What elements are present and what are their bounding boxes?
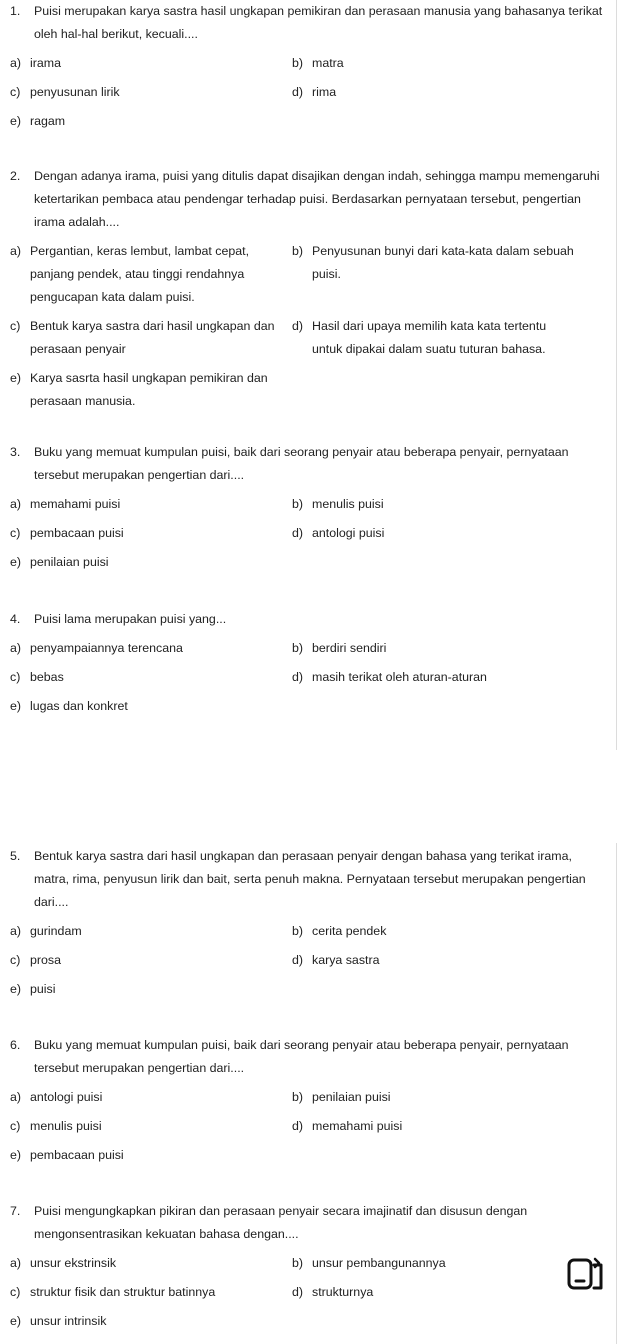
option-text: penyampaiannya terencana: [30, 641, 183, 655]
option-e[interactable]: [10, 551, 292, 574]
option-label: e): [10, 982, 22, 996]
options-list: [10, 52, 585, 133]
option-text: penilaian puisi: [312, 1090, 391, 1104]
option-text: penyusunan lirik: [30, 85, 120, 99]
question-number: 3.: [10, 445, 21, 459]
option-text: Karya sasrta hasil ungkapan pemikiran dan perasaan manusia.: [30, 371, 268, 408]
option-text: penilaian puisi: [30, 555, 109, 569]
option-label: c): [10, 1119, 21, 1133]
question-stem: [10, 1034, 610, 1080]
question-7: [10, 1200, 610, 1333]
question-text: Puisi lama merupakan puisi yang...: [34, 612, 227, 626]
option-d[interactable]: [292, 1281, 585, 1304]
option-label: c): [10, 1285, 21, 1299]
option-label: a): [10, 244, 22, 258]
option-label: c): [10, 526, 21, 540]
option-c[interactable]: [10, 81, 292, 104]
copy-icon[interactable]: [566, 1257, 606, 1291]
question-stem: [10, 0, 610, 46]
option-text: Pergantian, keras lembut, lambat cepat, panjang pendek, atau tinggi rendahnya pengucapan kata dalam puisi.: [30, 244, 250, 304]
option-b[interactable]: [292, 240, 585, 309]
option-label: d): [292, 953, 304, 967]
option-label: b): [292, 56, 304, 70]
option-text: Hasil dari upaya memilih kata kata tertentu untuk dipakai dalam suatu tuturan bahasa.: [312, 319, 547, 356]
option-d[interactable]: [292, 315, 585, 361]
option-a[interactable]: [10, 240, 292, 309]
option-text: unsur ekstrinsik: [30, 1256, 117, 1270]
question-2: [10, 165, 610, 413]
question-1: [10, 0, 610, 133]
option-label: b): [292, 641, 304, 655]
option-label: a): [10, 924, 22, 938]
option-label: e): [10, 371, 22, 385]
options-list: [10, 1252, 585, 1333]
option-label: e): [10, 1148, 22, 1162]
option-text: rima: [312, 85, 337, 99]
option-label: c): [10, 319, 21, 333]
question-stem: [10, 441, 610, 487]
question-number: 7.: [10, 1204, 21, 1218]
option-label: a): [10, 56, 22, 70]
option-a[interactable]: [10, 637, 292, 660]
option-label: e): [10, 114, 22, 128]
option-label: d): [292, 526, 304, 540]
option-text: ragam: [30, 114, 66, 128]
options-list: [10, 1086, 585, 1167]
option-c[interactable]: [10, 1115, 292, 1138]
option-a[interactable]: [10, 1086, 292, 1109]
option-label: c): [10, 953, 21, 967]
option-a[interactable]: [10, 1252, 292, 1275]
question-stem: [10, 845, 610, 914]
option-label: d): [292, 1119, 304, 1133]
option-text: memahami puisi: [312, 1119, 403, 1133]
option-label: e): [10, 555, 22, 569]
option-d[interactable]: [292, 522, 585, 545]
option-text: menulis puisi: [312, 497, 384, 511]
option-text: Penyusunan bunyi dari kata-kata dalam sebuah puisi.: [312, 244, 574, 281]
question-5: [10, 845, 610, 1001]
option-label: b): [292, 924, 304, 938]
question-number: 4.: [10, 612, 21, 626]
option-label: b): [292, 1090, 304, 1104]
option-b[interactable]: [292, 920, 585, 943]
option-e[interactable]: [10, 978, 292, 1001]
question-text: Dengan adanya irama, puisi yang ditulis dapat disajikan dengan indah, sehingga mampu memengaruhi ketertarikan pembaca atau pendengar terhadap puisi. Berdasarkan pernyataan tersebut, pengertian irama adalah....: [34, 169, 600, 229]
option-b[interactable]: [292, 1086, 585, 1109]
option-b[interactable]: [292, 1252, 585, 1275]
options-list: [10, 493, 585, 574]
options-list: [10, 920, 585, 1001]
option-e[interactable]: [10, 1310, 292, 1333]
option-d[interactable]: [292, 666, 585, 689]
option-label: b): [292, 244, 304, 258]
option-text: Bentuk karya sastra dari hasil ungkapan dan perasaan penyair: [30, 319, 275, 356]
option-text: prosa: [30, 953, 61, 967]
question-stem: [10, 1200, 610, 1246]
options-list: [10, 637, 585, 718]
option-a[interactable]: [10, 920, 292, 943]
option-text: irama: [30, 56, 61, 70]
option-label: a): [10, 1090, 22, 1104]
option-c[interactable]: [10, 666, 292, 689]
option-text: puisi: [30, 982, 56, 996]
option-text: menulis puisi: [30, 1119, 102, 1133]
option-c[interactable]: [10, 315, 292, 361]
option-text: pembacaan puisi: [30, 526, 124, 540]
option-c[interactable]: [10, 522, 292, 545]
option-label: d): [292, 670, 304, 684]
question-stem: [10, 165, 610, 234]
question-text: Bentuk karya sastra dari hasil ungkapan dan perasaan penyair dengan bahasa yang terikat irama, matra, rima, penyusun lirik dan bait, serta penuh makna. Pernyataan tersebut merupakan pengertian dari....: [34, 849, 586, 909]
option-label: c): [10, 85, 21, 99]
question-text: Puisi merupakan karya sastra hasil ungkapan pemikiran dan perasaan manusia yang bahasanya terikat oleh hal-hal berikut, kecuali....: [34, 4, 603, 41]
option-label: a): [10, 641, 22, 655]
option-a[interactable]: [10, 52, 292, 75]
option-d[interactable]: [292, 1115, 585, 1138]
option-label: a): [10, 1256, 22, 1270]
option-e[interactable]: [10, 367, 292, 413]
option-d[interactable]: [292, 81, 585, 104]
option-label: d): [292, 85, 304, 99]
option-text: cerita pendek: [312, 924, 387, 938]
question-text: Buku yang memuat kumpulan puisi, baik dari seorang penyair atau beberapa penyair, pernyataan tersebut merupakan pengertian dari....: [34, 1038, 569, 1075]
option-text: unsur intrinsik: [30, 1314, 107, 1328]
option-e[interactable]: [10, 1144, 292, 1167]
options-list: [10, 240, 585, 413]
option-a[interactable]: [10, 493, 292, 516]
option-text: antologi puisi: [30, 1090, 103, 1104]
option-text: matra: [312, 56, 344, 70]
option-text: pembacaan puisi: [30, 1148, 124, 1162]
option-text: unsur pembangunannya: [312, 1256, 446, 1270]
option-b[interactable]: [292, 52, 585, 75]
option-text: gurindam: [30, 924, 82, 938]
question-number: 5.: [10, 849, 21, 863]
option-label: d): [292, 319, 304, 333]
option-text: berdiri sendiri: [312, 641, 387, 655]
option-b[interactable]: [292, 637, 585, 660]
option-text: bebas: [30, 670, 64, 684]
option-label: d): [292, 1285, 304, 1299]
option-text: strukturnya: [312, 1285, 374, 1299]
option-label: b): [292, 1256, 304, 1270]
option-label: c): [10, 670, 21, 684]
question-number: 2.: [10, 169, 21, 183]
option-text: masih terikat oleh aturan-aturan: [312, 670, 487, 684]
option-label: b): [292, 497, 304, 511]
question-6: [10, 1034, 610, 1167]
option-c[interactable]: [10, 1281, 292, 1304]
option-b[interactable]: [292, 493, 585, 516]
question-number: 6.: [10, 1038, 21, 1052]
option-text: antologi puisi: [312, 526, 385, 540]
option-label: e): [10, 1314, 22, 1328]
option-text: memahami puisi: [30, 497, 121, 511]
option-text: struktur fisik dan struktur batinnya: [30, 1285, 216, 1299]
question-text: Buku yang memuat kumpulan puisi, baik dari seorang penyair atau beberapa penyair, pernyataan tersebut merupakan pengertian dari....: [34, 445, 569, 482]
copy-icon-svg: [566, 1257, 606, 1291]
question-3: [10, 441, 610, 574]
option-text: karya sastra: [312, 953, 380, 967]
option-e[interactable]: [10, 110, 292, 133]
option-c[interactable]: [10, 949, 292, 972]
option-label: a): [10, 497, 22, 511]
option-e[interactable]: [10, 695, 292, 718]
question-4: [10, 608, 610, 718]
question-stem: [10, 608, 610, 631]
option-text: lugas dan konkret: [30, 699, 128, 713]
option-label: e): [10, 699, 22, 713]
question-number: 1.: [10, 4, 21, 18]
question-text: Puisi mengungkapkan pikiran dan perasaan penyair secara imajinatif dan disusun dengan mengonsentrasikan kekuatan bahasa dengan....: [34, 1204, 528, 1241]
option-d[interactable]: [292, 949, 585, 972]
